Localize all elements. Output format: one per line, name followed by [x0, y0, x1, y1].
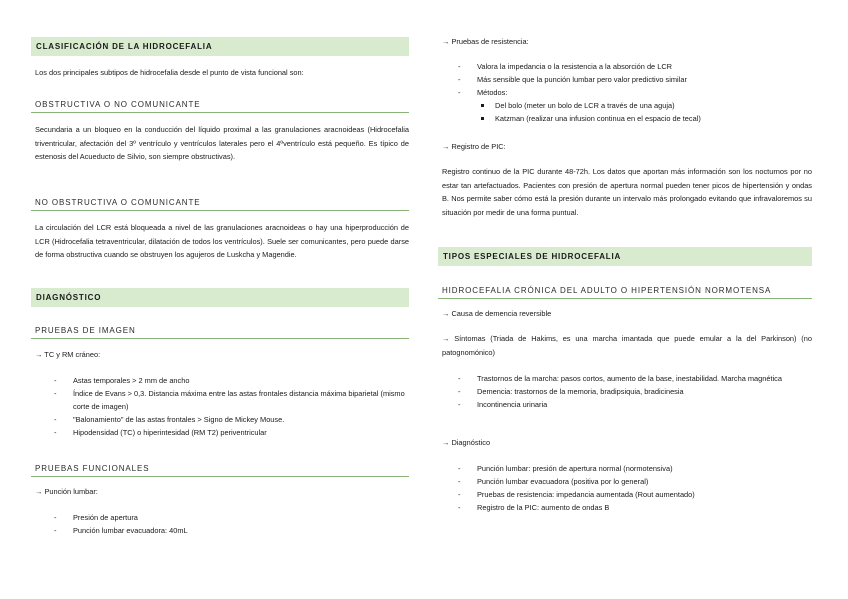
- diagnostico-list: [458, 462, 812, 514]
- no-obstructiva-heading: NO OBSTRUCTIVA O COMUNICANTE: [31, 197, 409, 211]
- list-item: - "Balonamiento" de las astas frontales > Signo de Mickey Mouse.: [54, 413, 409, 426]
- list-item: - Más sensible que la punción lumbar pero valor predictivo similar: [458, 73, 812, 86]
- list-item: - Astas temporales > 2 mm de ancho: [54, 374, 409, 387]
- list-item: - Punción lumbar: presión de apertura normal (normotensiva): [458, 462, 812, 475]
- list-item: - Incontinencia urinaria: [458, 398, 812, 411]
- sintomas-list: [458, 372, 812, 411]
- metodos-list: [477, 99, 812, 125]
- metodos-label: Métodos:: [477, 88, 508, 97]
- no-obstructiva-text: La circulación del LCR está bloqueada a nivel de las granulaciones aracnoideas o hay una hiperproducción de LCR (Hidrocefalia tetraventricular, dilatación de todos los ventrículos). Suele ser comunicantes, pero puede darse de forma obstructiva cuando se obstruyen los agujeros de Luskcha y Magendie.: [35, 223, 409, 259]
- list-item: - Punción lumbar evacuadora: 40mL: [54, 524, 409, 537]
- list-item: - Hipodensidad (TC) o hiperintesidad (RM T2) periventricular: [54, 426, 409, 439]
- list-item: - Valora la impedancia o la resistencia a la absorción de LCR: [458, 60, 812, 73]
- resistencia-list: [458, 60, 812, 125]
- list-item: - Registro de la PIC: aumento de ondas B: [458, 501, 812, 514]
- list-item: - Pruebas de resistencia: impedancia aumentada (Rout aumentado): [458, 488, 812, 501]
- demencia-label: → Causa de demencia reversible: [442, 309, 552, 318]
- tc-label: → TC y RM cráneo:: [35, 350, 101, 359]
- funcionales-heading: PRUEBAS FUNCIONALES: [31, 463, 409, 477]
- tipos-heading: TIPOS ESPECIALES DE HIDROCEFALIA: [438, 247, 812, 266]
- list-item: Katzman (realizar una infusion continua en el espacio de tecal): [477, 112, 812, 125]
- obstructiva-heading: OBSTRUCTIVA O NO COMUNICANTE: [31, 99, 409, 113]
- list-item: [458, 86, 812, 125]
- resistencia-label: → Pruebas de resistencia:: [442, 37, 529, 46]
- list-item: - Demencia: trastornos de la memoria, bradipsiquia, bradicinesia: [458, 385, 812, 398]
- sintomas-text: → Síntomas (Triada de Hakims, es una marcha imantada que puede emular a la del Parkinson) (no patognomónico): [442, 334, 812, 357]
- puncion-list: [54, 511, 409, 537]
- diagnostico-label: → Diagnóstico: [442, 438, 491, 447]
- clasificacion-intro: Los dos principales subtipos de hidrocefalia desde el punto de vista funcional son:: [35, 68, 304, 77]
- list-item: - Índice de Evans > 0,3. Distancia máxima entre las astas frontales distancia máxima biparietal (mismo corte de imagen): [54, 387, 409, 413]
- cronica-heading: HIDROCEFALIA CRÓNICA DEL ADULTO O HIPERTENSIÓN NORMOTENSA: [438, 285, 812, 299]
- diagnostico-heading: DIAGNÓSTICO: [31, 288, 409, 307]
- obstructiva-text: Secundaria a un bloqueo en la conducción del líquido proximal a las granulaciones aracnoideas (Hidrocefalia triventricular, afectación del 3º ventrículo y ventrículos laterales pero el 4ºventrículo está pequeño. Es típico de estenosis del Acueducto de Silvio, son siempre obstructivas).: [35, 125, 409, 161]
- list-item: - Punción lumbar evacuadora (positiva por lo general): [458, 475, 812, 488]
- pic-label: → Registro de PIC:: [442, 142, 506, 151]
- list-item: - Trastornos de la marcha: pasos cortos, aumento de la base, inestabilidad. Marcha magnética: [458, 372, 812, 385]
- pic-text: Registro continuo de la PIC durante 48-72h. Los datos que aportan más información son los nocturnos por no estar tan artefactuados. Pacientes con presión de apertura normal pueden tener picos de hipertensión y ondas B. Nos permite saber cómo está la presión durante un intervalo más prolongado evitando que infravaloremos su situación por medir de una forma puntual.: [442, 167, 812, 217]
- list-item: Del bolo (meter un bolo de LCR a través de una aguja): [477, 99, 812, 112]
- tc-list: [54, 374, 409, 439]
- clasificacion-heading: CLASIFICACIÓN DE LA HIDROCEFALIA: [31, 37, 409, 56]
- list-item: - Presión de apertura: [54, 511, 409, 524]
- puncion-label: → Punción lumbar:: [35, 487, 98, 496]
- imagen-heading: PRUEBAS DE IMAGEN: [31, 325, 409, 339]
